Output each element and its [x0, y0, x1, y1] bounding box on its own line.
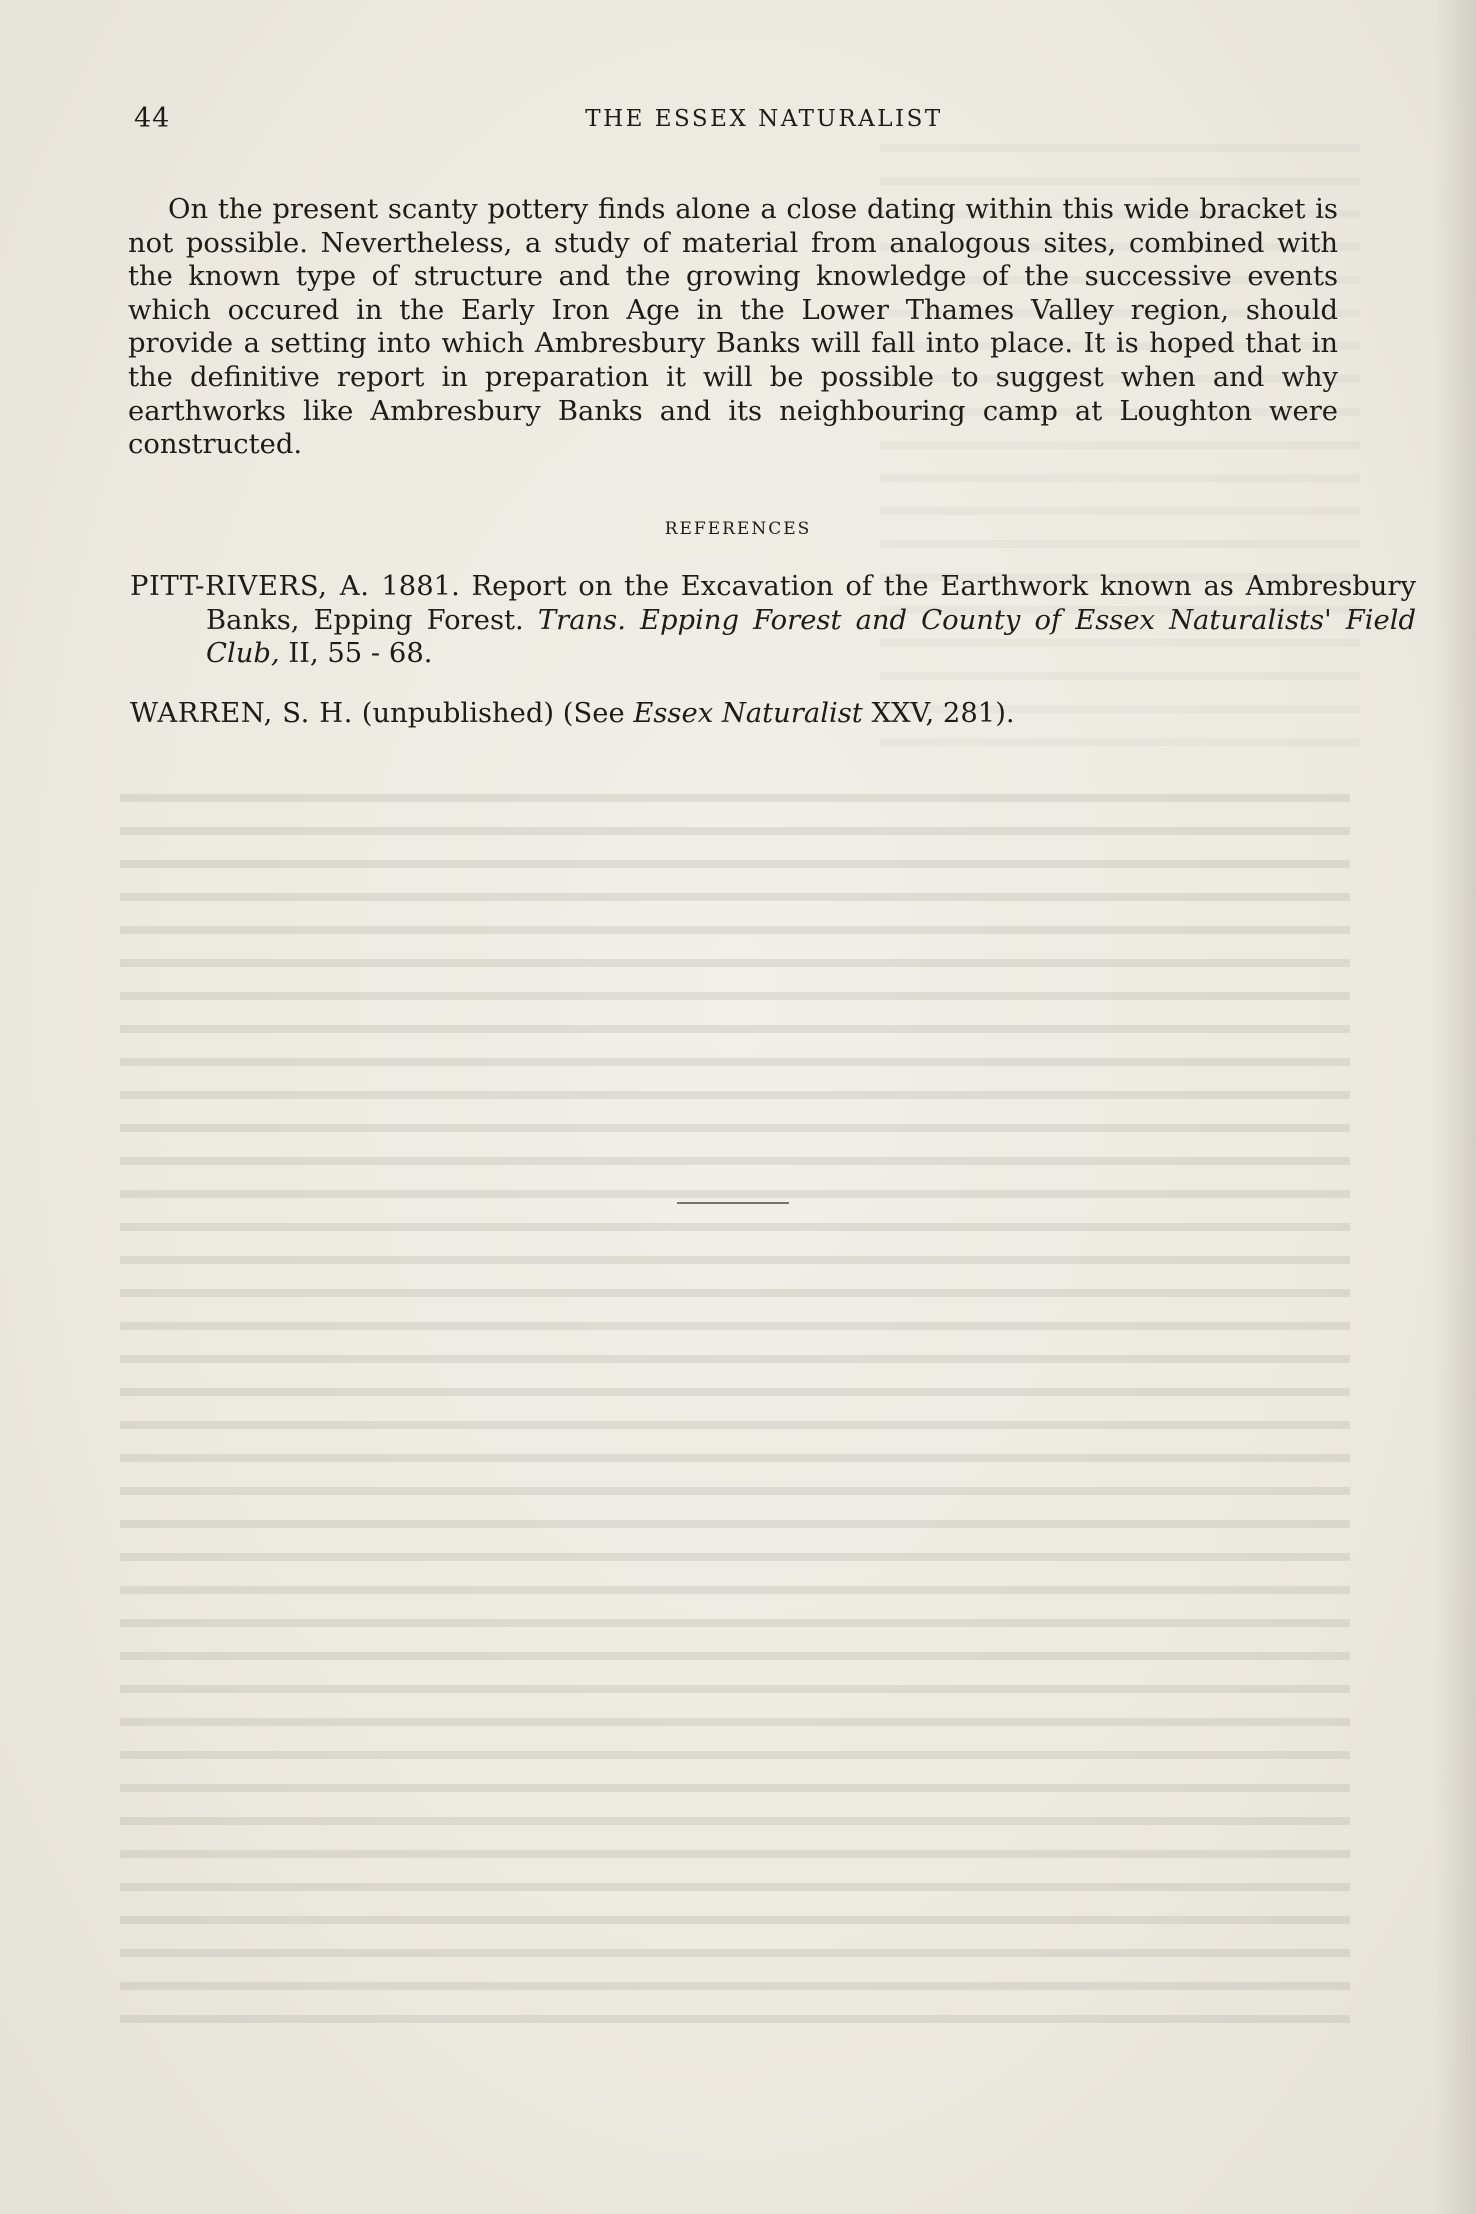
reference-text: II, 55 - 68. [279, 638, 433, 670]
reference-author: PITT-RIVERS, A. [130, 571, 370, 602]
references-heading: REFERENCES [664, 519, 812, 539]
reference-entry [130, 697, 1416, 731]
reference-journal: Trans. Epping Forest and County of Essex Naturalists' Field Club, [206, 604, 1416, 670]
body-paragraph: On the present scanty pottery finds alone a close dating within this wide bracket is not possible. Nevertheless, a study of material from analogous sites, combined with the known type of structure and the growing knowledge of the successive events which occured in the Early Iron Age in the Lower Thames Valley region, should provide a setting into which Ambresbury Banks will fall into place. It is hoped that in the definitive report in preparation it will be possible to suggest when and why earthworks like Ambresbury Banks and its neighbouring camp at Loughton were constructed. [128, 194, 1338, 461]
page-header [134, 103, 1334, 143]
reference-text: 1881. Report on the Excavation of the Earthwork known as Ambresbury Banks, Epping Forest. [206, 571, 1416, 636]
reference-text: (unpublished) (See [353, 698, 634, 729]
reference-entry [130, 570, 1416, 671]
bleed-through-texture [120, 780, 1350, 2030]
page-number: 44 [134, 103, 171, 134]
running-title: THE ESSEX NATURALIST [585, 106, 943, 132]
section-divider [677, 1202, 789, 1204]
reference-author: WARREN, S. H. [130, 698, 354, 729]
reference-text: XXV, 281). [862, 698, 1015, 729]
reference-journal: Essex Naturalist [633, 698, 863, 729]
page-edge-shadow [1434, 0, 1476, 2214]
